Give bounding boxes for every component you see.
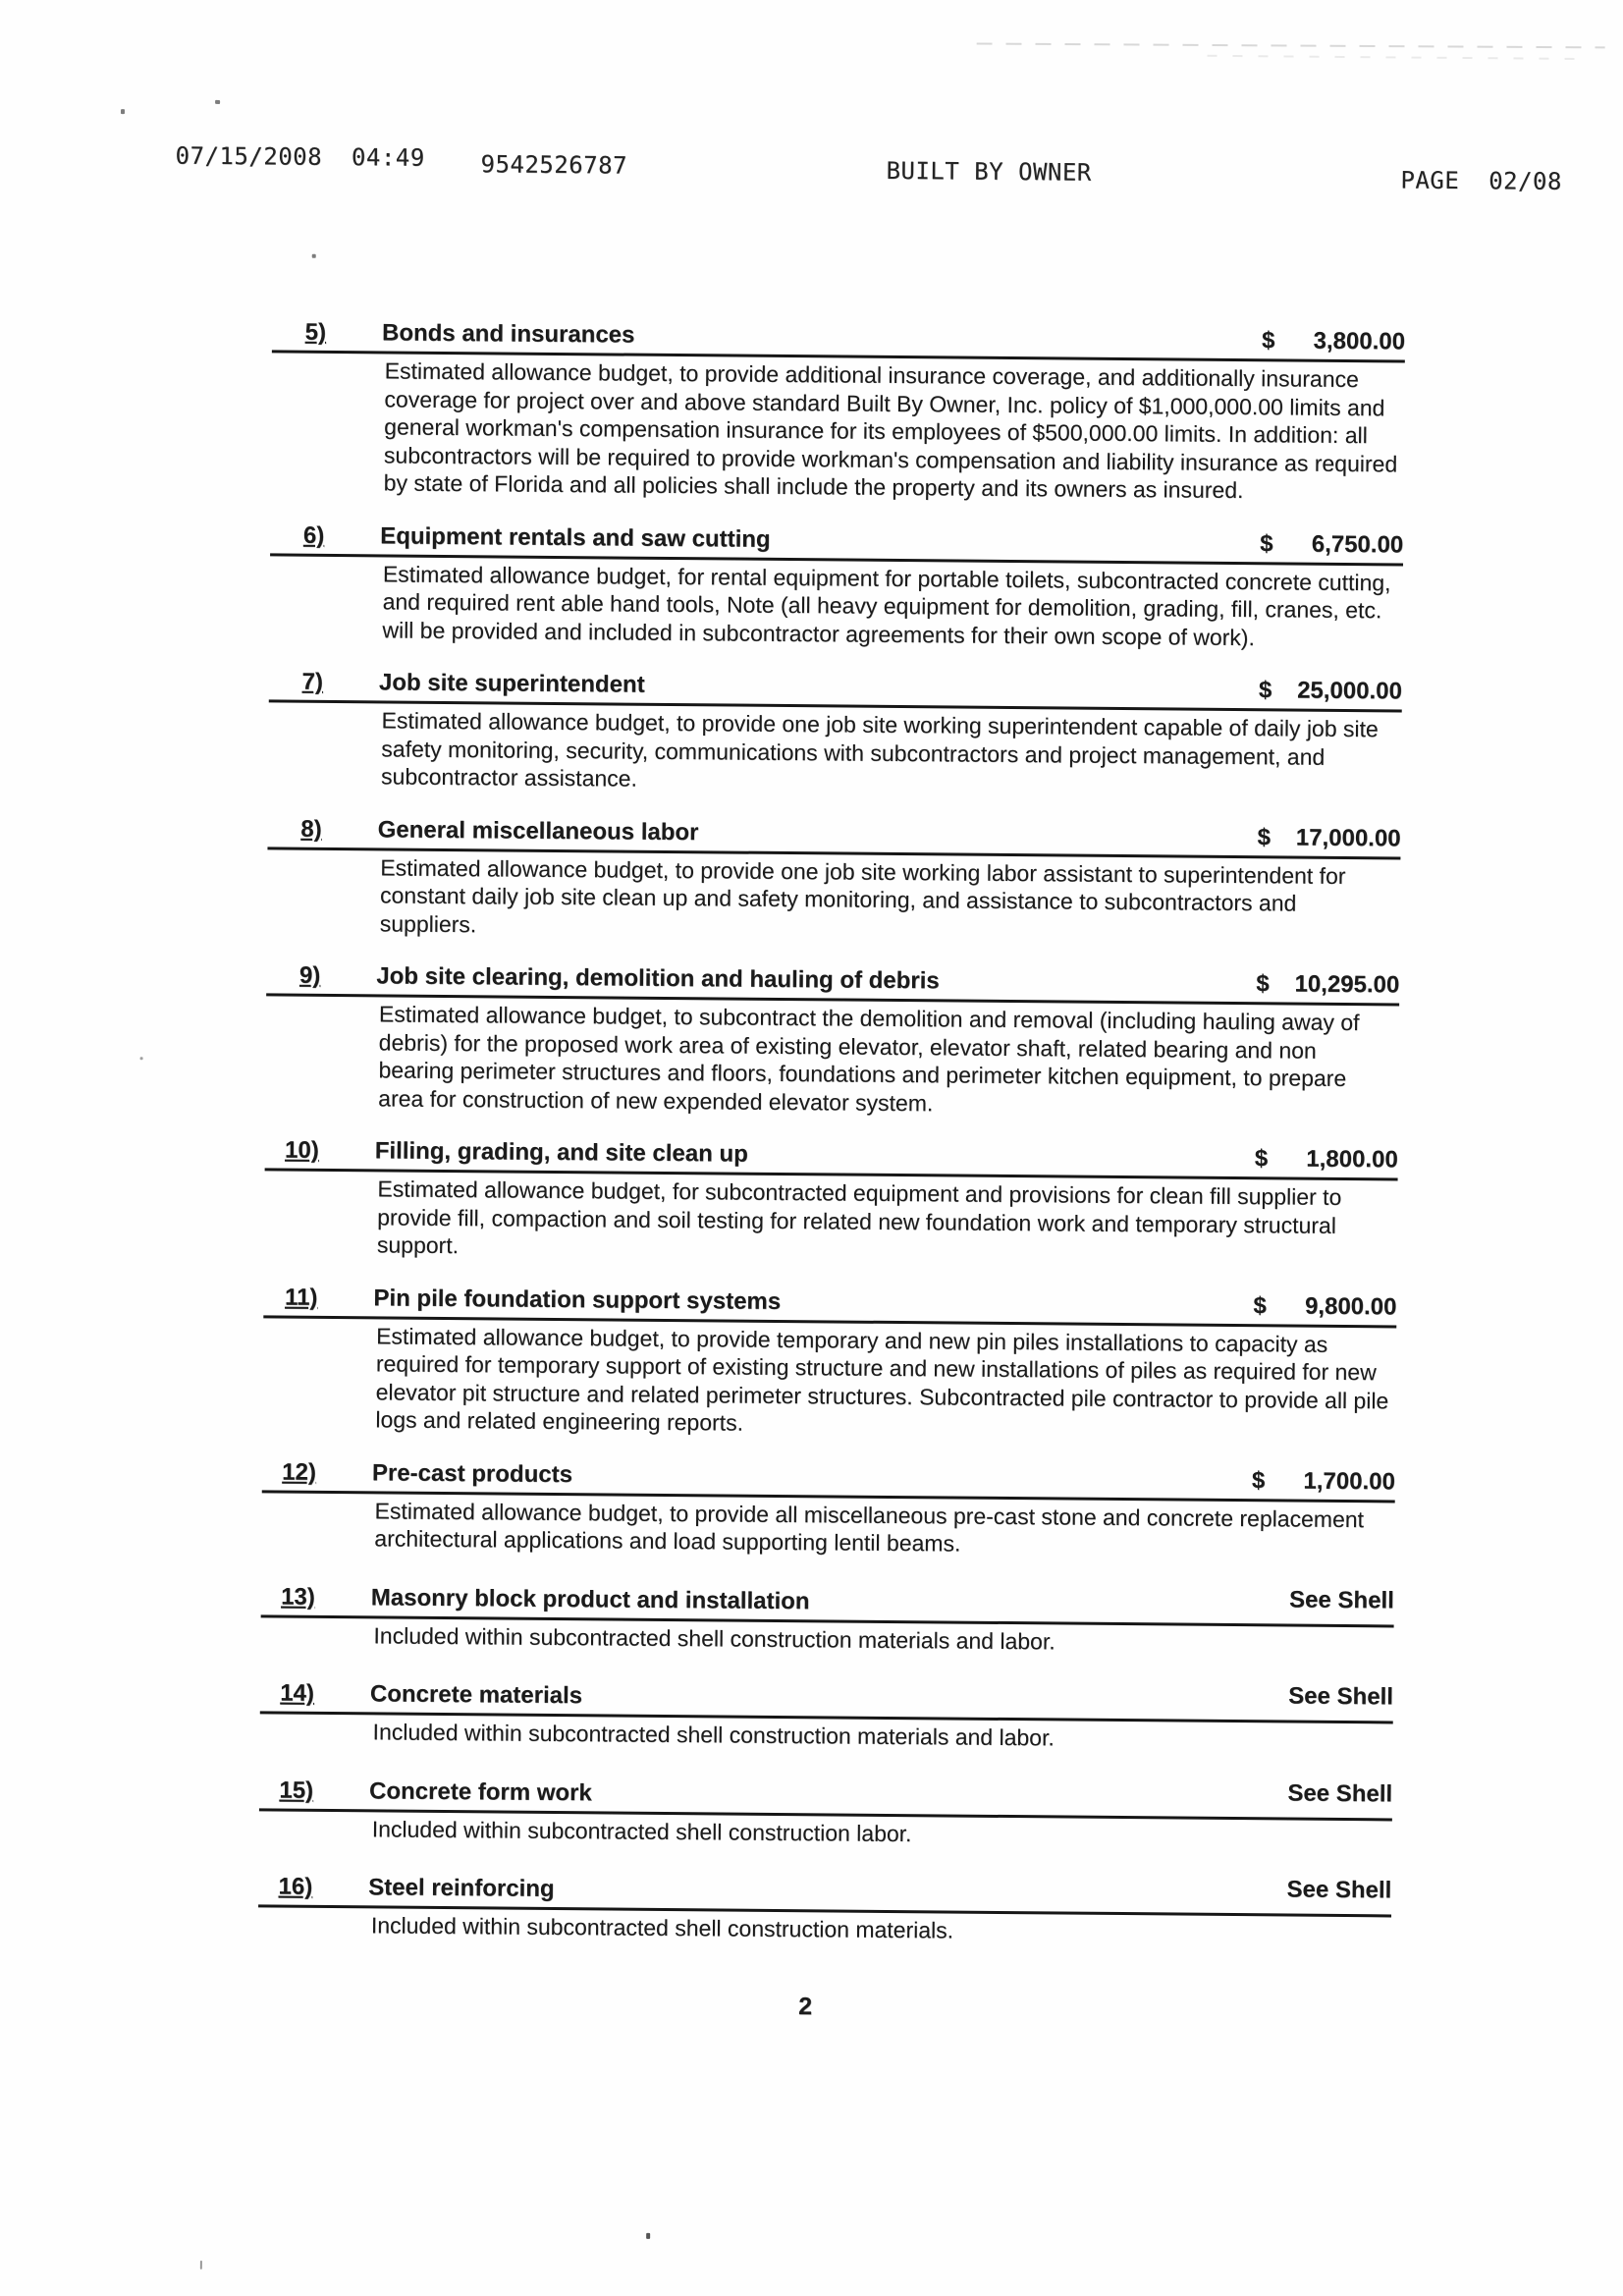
- budget-item: [259, 1772, 1399, 1852]
- scan-speck: [200, 2261, 202, 2269]
- item-heading: [265, 1137, 1398, 1180]
- scan-noise-line: [977, 43, 1605, 49]
- amount-value: 1,700.00: [1303, 1467, 1396, 1495]
- budget-item: [261, 1459, 1401, 1561]
- item-number: 9): [298, 961, 321, 989]
- item-title: General miscellaneous labor: [377, 815, 699, 846]
- item-title: Equipment rentals and saw cutting: [380, 521, 771, 553]
- scan-speck: [312, 254, 316, 258]
- budget-item: [262, 1285, 1402, 1443]
- budget-item: [268, 669, 1408, 799]
- budget-item: [267, 816, 1407, 947]
- amount-value: 17,000.00: [1295, 824, 1401, 851]
- item-heading: [262, 1459, 1395, 1503]
- item-description: Estimated allowance budget, for subcontracted equipment and provisions for clean fill supplier to provide fill, compaction and soil testing for related new foundation work and temporary structural support.: [376, 1175, 1342, 1259]
- budget-item: [271, 319, 1412, 506]
- currency-sign: $: [1258, 677, 1272, 704]
- item-title: Steel reinforcing: [368, 1874, 555, 1902]
- item-description: Included within subcontracted shell construction materials.: [370, 1912, 954, 1943]
- page-indicator: PAGE 02/08: [1400, 166, 1563, 195]
- item-amount: [1253, 1293, 1396, 1320]
- currency-sign: $: [1257, 823, 1271, 850]
- item-title: Concrete form work: [368, 1777, 592, 1806]
- item-title: Job site clearing, demolition and hauling of debris: [376, 962, 940, 995]
- item-heading: [270, 522, 1403, 566]
- item-amount: [1252, 1468, 1395, 1495]
- fax-number: 9542526787: [480, 150, 628, 180]
- item-heading: [263, 1285, 1396, 1328]
- item-heading: [261, 1578, 1394, 1627]
- currency-sign: $: [1251, 1466, 1266, 1494]
- item-title: Bonds and insurances: [381, 319, 635, 349]
- amount-value: 1,800.00: [1306, 1145, 1398, 1174]
- scan-speck: [121, 109, 125, 114]
- item-number: 10): [284, 1136, 319, 1164]
- item-amount: [1251, 1587, 1394, 1613]
- item-amount: [1260, 531, 1403, 558]
- item-description: Estimated allowance budget, to provide one job site working labor assistant to superintendent for constant daily job site clean up and safety monitoring, and assistance to subcontractors and suppliers.: [379, 853, 1346, 937]
- item-description: Included within subcontracted shell construction labor.: [371, 1815, 912, 1846]
- item-number: 14): [280, 1679, 315, 1707]
- budget-item: [260, 1674, 1400, 1755]
- scan-speck: [215, 100, 220, 104]
- fax-transmission-header: [0, 0, 1623, 195]
- item-title: Pre-cast products: [371, 1458, 573, 1488]
- item-description: Estimated allowance budget, to provide one job site working superintendent capable of daily job site safety monitoring, security, communications with subcontractors and project management, and subcontractor assistance.: [381, 707, 1379, 792]
- item-amount: [1256, 971, 1399, 998]
- page-number: 2: [798, 1993, 813, 2021]
- item-number: 12): [282, 1458, 317, 1486]
- currency-sign: $: [1254, 1145, 1269, 1173]
- item-number: 5): [304, 318, 327, 346]
- scan-speck: [646, 2233, 650, 2239]
- item-description: Estimated allowance budget, to subcontract the demolition and removal (including hauling away of debris) for the proposed work area of existing elevator, elevator shaft, related bearing and non bearing perimeter structures and floors, foundations and perimeter kitchen equipment, to prepare area for construction of new expended elevator system.: [378, 1001, 1360, 1116]
- item-title: Job site superintendent: [378, 669, 645, 698]
- budget-item: [265, 962, 1405, 1121]
- amount-value: See Shell: [1288, 1682, 1394, 1711]
- item-number: 13): [281, 1583, 315, 1611]
- item-amount: [1255, 1146, 1398, 1173]
- budget-item: [269, 522, 1409, 653]
- item-amount: [1257, 825, 1400, 851]
- item-amount: [1250, 1683, 1393, 1710]
- item-title: Pin pile foundation support systems: [373, 1284, 782, 1315]
- scan-artifacts: [0, 0, 1623, 14]
- item-number: 8): [300, 815, 322, 843]
- amount-value: 3,800.00: [1313, 327, 1406, 355]
- item-description: Included within subcontracted shell construction materials and labor.: [372, 1719, 1055, 1751]
- amount-value: See Shell: [1286, 1876, 1392, 1904]
- scan-speck: [140, 1057, 143, 1060]
- scan-noise-line: [1208, 55, 1591, 60]
- currency-sign: $: [1260, 529, 1273, 557]
- budget-item: [260, 1578, 1400, 1659]
- fax-datetime: 07/15/2008 04:49: [175, 141, 425, 172]
- item-heading: [259, 1772, 1392, 1821]
- amount-value: See Shell: [1287, 1779, 1393, 1807]
- item-number: 16): [278, 1873, 313, 1900]
- currency-sign: $: [1256, 970, 1270, 998]
- item-description: Estimated allowance budget, to provide temporary and new pin piles installations to capacity as required for temporary support of existing structure and new installations of piles as required for new elevator pit structure and related perimeter structures. Subcontracted pile contractor to provide all pile logs and related engineering reports.: [375, 1322, 1389, 1436]
- item-amount: [1249, 1780, 1392, 1807]
- item-heading: [260, 1674, 1393, 1723]
- item-number: 6): [302, 521, 325, 549]
- amount-value: 6,750.00: [1311, 530, 1404, 558]
- item-title: Filling, grading, and site clean up: [374, 1137, 748, 1168]
- item-description: Estimated allowance budget, to provide additional insurance coverage, and additionally insurance coverage for project over and above standard Built By Owner, Inc. policy of $1,000,000.00 limits and general workman's compensation insurance for its employees of $500,000.00 limits. In addition: all subcontractors will be required to provide workman's compensation and liability insurance as required by state of Florida and all policies shall include the property and its owners as insured.: [383, 357, 1398, 504]
- item-description: Included within subcontracted shell construction materials and labor.: [373, 1621, 1055, 1654]
- document-title: BUILT BY OWNER: [886, 156, 1092, 187]
- budget-item: [264, 1137, 1404, 1268]
- currency-sign: $: [1253, 1291, 1267, 1319]
- amount-value: See Shell: [1288, 1586, 1394, 1613]
- item-title: Concrete materials: [369, 1680, 583, 1710]
- amount-value: 10,295.00: [1294, 970, 1400, 999]
- item-title: Masonry block product and installation: [370, 1583, 810, 1614]
- item-heading: [267, 816, 1400, 859]
- item-amount: [1262, 328, 1405, 355]
- item-amount: [1248, 1877, 1391, 1903]
- item-number: 7): [301, 668, 324, 695]
- item-number: 11): [284, 1284, 318, 1311]
- item-number: 15): [279, 1777, 314, 1804]
- item-heading: [266, 962, 1399, 1006]
- currency-sign: $: [1261, 327, 1275, 355]
- budget-items-list: [258, 319, 1412, 1975]
- item-heading: [258, 1868, 1391, 1917]
- item-amount: [1259, 678, 1402, 704]
- item-heading: [272, 319, 1405, 362]
- item-description: Estimated allowance budget, for rental equipment for portable toilets, subcontracted concrete cutting, and required rent able hand tools, Note (all heavy equipment for demolition, grading, fill, cranes, etc. will be provided and included in subcontractor agreements for their own scope of work).: [382, 560, 1391, 650]
- budget-item: [258, 1868, 1398, 1948]
- item-description: Estimated allowance budget, to provide all miscellaneous pre-cast stone and concrete replacement architectural applications and load supporting lentil beams.: [374, 1497, 1365, 1557]
- item-heading: [269, 669, 1402, 712]
- amount-value: 25,000.00: [1297, 677, 1403, 705]
- amount-value: 9,800.00: [1304, 1292, 1397, 1320]
